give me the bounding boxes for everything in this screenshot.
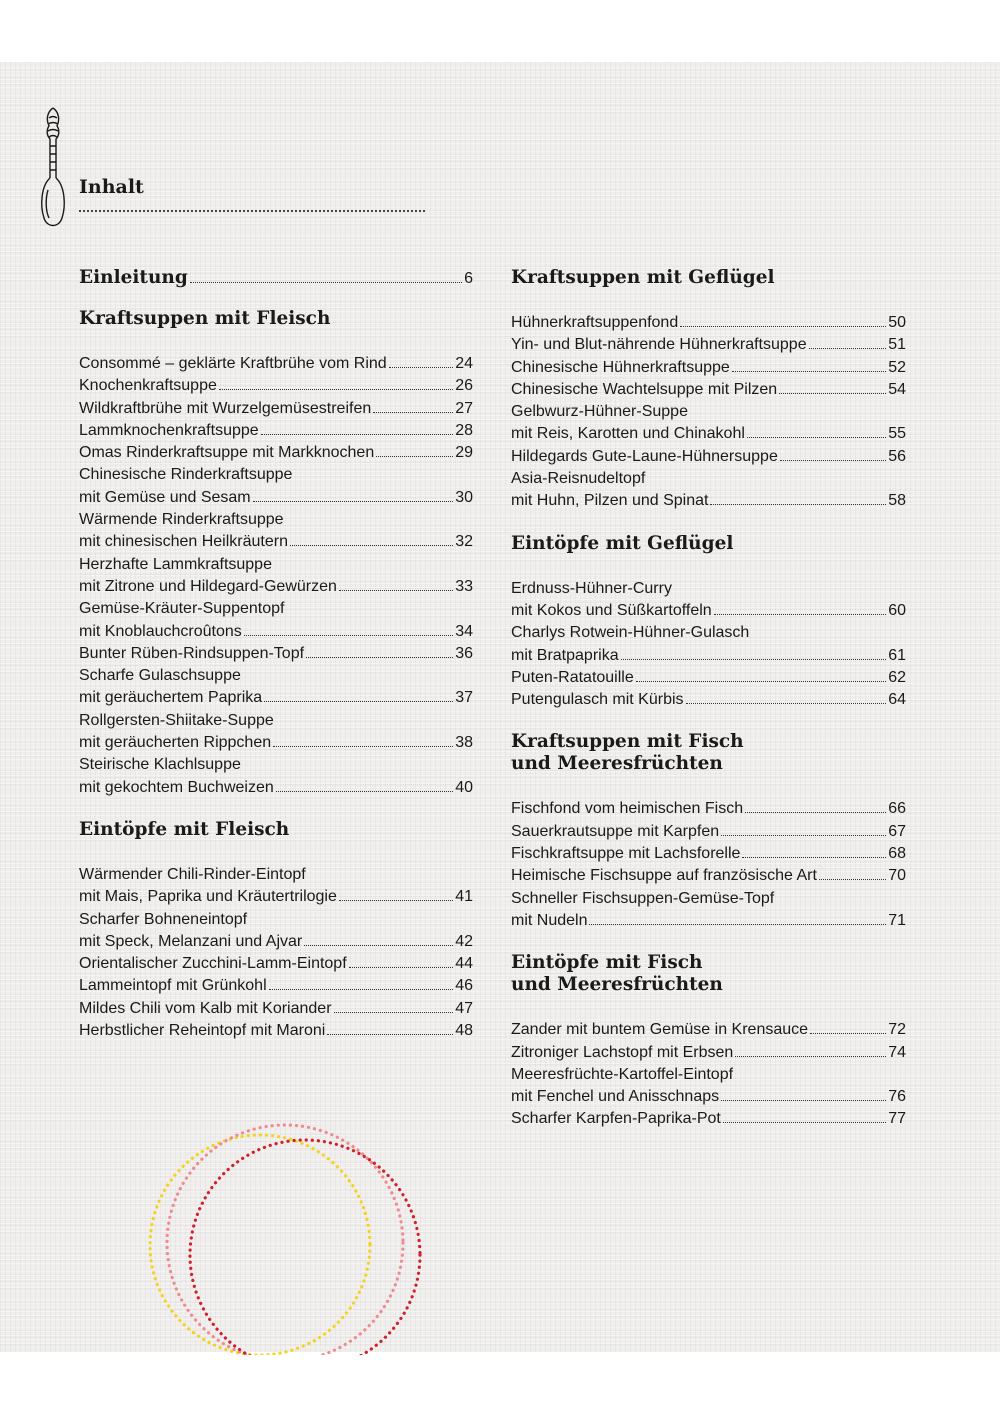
toc-entry[interactable] <box>79 353 473 375</box>
toc-entry-title: Heimische Fischsuppe auf französische Art <box>511 867 817 885</box>
toc-entry-row <box>511 865 906 887</box>
page-number: 66 <box>888 800 906 818</box>
dot-leader <box>389 367 454 368</box>
toc-entry-row <box>79 643 473 665</box>
dot-leader <box>742 857 886 858</box>
toc-entry[interactable] <box>511 798 906 820</box>
toc-entry[interactable] <box>511 667 906 689</box>
toc-entry-title: Fischkraftsuppe mit Lachsforelle <box>511 845 741 863</box>
title-divider <box>79 210 425 212</box>
dot-leader <box>779 393 886 394</box>
page-number: 67 <box>888 822 906 840</box>
toc-entry-title: mit Nudeln <box>511 911 588 929</box>
dot-leader <box>306 657 453 658</box>
toc-entry[interactable] <box>79 710 473 755</box>
spoon-icon <box>36 106 70 236</box>
dot-leader <box>680 326 886 327</box>
toc-entry-title: mit Bratpaprika <box>511 646 619 664</box>
dot-leader <box>721 835 886 836</box>
toc-entry[interactable] <box>511 401 906 446</box>
dot-leader <box>714 614 887 615</box>
toc-entry[interactable] <box>511 468 906 513</box>
toc-entry-title: Zitroniger Lachstopf mit Erbsen <box>511 1043 734 1061</box>
page-number: 33 <box>455 577 473 595</box>
section-heading <box>79 816 473 841</box>
toc-entry-row <box>79 998 473 1020</box>
toc-entry-title: mit Kokos und Süßkartoffeln <box>511 601 712 619</box>
toc-entry-title: mit Knoblauchcroûtons <box>79 622 242 640</box>
dot-leader <box>819 879 886 880</box>
page-number: 77 <box>888 1110 906 1128</box>
toc-entry-title: Lammeintopf mit Grünkohl <box>79 977 267 995</box>
page-number: 40 <box>455 778 473 796</box>
toc-entry[interactable] <box>511 578 906 623</box>
toc-entry-row <box>79 353 473 375</box>
toc-entry[interactable] <box>511 312 906 334</box>
toc-entry[interactable] <box>511 1042 906 1064</box>
toc-entry-row <box>511 798 906 820</box>
page-number: 60 <box>888 601 906 619</box>
toc-entry[interactable] <box>79 665 473 710</box>
toc-entry-row <box>79 576 473 598</box>
dot-leader <box>190 282 462 283</box>
toc-entry-row <box>511 490 906 512</box>
toc-entry-list <box>79 353 473 799</box>
toc-entry-row <box>79 621 473 643</box>
toc-entry-title: Sauerkrautsuppe mit Karpfen <box>511 822 720 840</box>
page-number: 46 <box>455 977 473 995</box>
toc-entry-title: Yin- und Blut-nährende Hühnerkraftsuppe <box>511 336 807 354</box>
dot-leader <box>745 812 886 813</box>
toc-entry-title: Steirische Klachlsuppe <box>79 756 241 774</box>
dot-leader <box>219 389 453 390</box>
page-title: Inhalt <box>79 176 144 198</box>
dot-leader <box>686 703 887 704</box>
section-heading-line: Kraftsuppen mit Fisch <box>511 731 744 753</box>
page-number: 70 <box>888 867 906 885</box>
toc-entry[interactable] <box>511 843 906 865</box>
toc-entry-title: mit gekochtem Buchweizen <box>79 778 274 796</box>
toc-entry-title: Lammknochenkraftsuppe <box>79 421 259 439</box>
toc-entry-title: Orientalischer Zucchini-Lamm-Eintopf <box>79 955 347 973</box>
section-heading-line: Eintöpfe mit Geflügel <box>511 532 734 554</box>
toc-section <box>511 728 906 932</box>
toc-entry-title: Wärmender Chili-Rinder-Eintopf <box>79 865 306 883</box>
section-heading-line: Kraftsuppen mit Fleisch <box>79 308 331 329</box>
toc-entry[interactable] <box>511 622 906 667</box>
toc-entry[interactable] <box>511 357 906 379</box>
toc-entry[interactable] <box>79 509 473 554</box>
toc-entry-title: mit Zitrone und Hildegard-Gewürzen <box>79 577 337 595</box>
dot-leader <box>327 1034 453 1035</box>
toc-entry[interactable] <box>511 1108 906 1130</box>
toc-entry[interactable] <box>79 420 473 442</box>
toc-entry-title: Chinesische Rinderkraftsuppe <box>79 466 293 484</box>
toc-entry-title: Scharfe Gulaschsuppe <box>79 667 241 685</box>
toc-entry[interactable] <box>511 865 906 887</box>
dot-leader <box>244 635 453 636</box>
page-number: 44 <box>455 955 473 973</box>
page-number: 52 <box>888 358 906 376</box>
dot-leader <box>339 900 453 901</box>
section-heading <box>511 264 906 289</box>
page-number: 51 <box>888 336 906 354</box>
toc-entry-title: mit Fenchel und Anisschnaps <box>511 1088 720 1106</box>
section-heading <box>511 949 906 996</box>
page-number: 64 <box>888 691 906 709</box>
toc-entry-title: Mildes Chili vom Kalb mit Koriander <box>79 999 332 1017</box>
toc-entry-title: Herbstlicher Reheintopf mit Maroni <box>79 1022 326 1040</box>
toc-entry-title: Chinesische Wachtelsuppe mit Pilzen <box>511 380 778 398</box>
toc-entry-title: Zander mit buntem Gemüse in Krensauce <box>511 1021 809 1039</box>
toc-entry-title: mit Mais, Paprika und Kräutertrilogie <box>79 888 337 906</box>
page-number: 32 <box>455 533 473 551</box>
toc-entry-title: Fischfond vom heimischen Fisch <box>511 800 744 818</box>
toc-entry-title: Herzhafte Lammkraftsuppe <box>79 555 272 573</box>
dot-leader <box>636 681 886 682</box>
toc-entry-row <box>79 777 473 799</box>
toc-entry-row <box>79 975 473 997</box>
toc-entry-title: mit geräuchertem Paprika <box>79 689 263 707</box>
toc-entry[interactable] <box>511 1064 906 1109</box>
toc-column-right <box>511 264 906 1131</box>
toc-entry-title: mit Gemüse und Sesam <box>79 488 251 506</box>
page-number: 47 <box>455 999 473 1017</box>
dot-leader <box>809 348 887 349</box>
toc-entry-row <box>79 732 473 754</box>
dot-leader <box>304 945 453 946</box>
page-number: 55 <box>888 425 906 443</box>
toc-entry-title: mit Reis, Karotten und Chinakohl <box>511 425 745 443</box>
toc-entry[interactable] <box>79 598 473 643</box>
dot-leader <box>710 504 886 505</box>
toc-entry-title: Hildegards Gute-Laune-Hühnersuppe <box>511 447 778 465</box>
toc-entry-title: mit Speck, Melanzani und Ajvar <box>79 932 303 950</box>
toc-entry-row <box>511 645 906 667</box>
page-number: 62 <box>888 668 906 686</box>
toc-entry[interactable] <box>79 1020 473 1042</box>
toc-entry[interactable] <box>511 334 906 356</box>
toc-entry-title: Omas Rinderkraftsuppe mit Markknochen <box>79 444 375 462</box>
dot-leader <box>810 1033 886 1034</box>
dot-leader <box>376 456 453 457</box>
toc-entry-title: Charlys Rotwein-Hühner-Gulasch <box>511 624 750 642</box>
page-number: 74 <box>888 1043 906 1061</box>
page-number: 76 <box>888 1088 906 1106</box>
toc-entry-row <box>79 442 473 464</box>
toc-entry-row <box>79 398 473 420</box>
page-number: 24 <box>455 355 473 372</box>
page-number: 68 <box>888 845 906 863</box>
toc-entry-title: mit geräucherten Rippchen <box>79 734 272 752</box>
dot-leader <box>747 437 886 438</box>
toc-entry-row <box>511 667 906 689</box>
page-number: 48 <box>455 1022 473 1040</box>
toc-entry-row <box>511 1108 906 1130</box>
toc-entry[interactable] <box>79 909 473 954</box>
toc-entry-list <box>511 1019 906 1130</box>
page-number: 28 <box>455 421 473 439</box>
toc-entry[interactable] <box>511 689 906 711</box>
toc-entry-row <box>511 821 906 843</box>
toc-entry-title: Knochenkraftsuppe <box>79 377 217 395</box>
toc-entry-title: Asia-Reisnudeltopf <box>511 470 646 488</box>
toc-entry-row <box>79 953 473 975</box>
page-number: 34 <box>455 622 473 640</box>
toc-entry-title: Meeresfrüchte-Kartoffel-Eintopf <box>511 1065 734 1083</box>
page-number: 72 <box>888 1021 906 1039</box>
toc-entry[interactable] <box>511 821 906 843</box>
page-number: 6 <box>464 270 473 287</box>
toc-entry[interactable] <box>79 864 473 909</box>
toc-entry-title: Bunter Rüben-Rindsuppen-Topf <box>79 644 305 662</box>
toc-entry-row <box>511 1019 906 1041</box>
toc-entry[interactable] <box>79 643 473 665</box>
page-number: 54 <box>888 380 906 398</box>
toc-entry-title: Rollgersten-Shiitake-Suppe <box>79 711 274 729</box>
dot-leader <box>339 590 453 591</box>
page-number: 37 <box>455 689 473 707</box>
toc-entry-row <box>79 420 473 442</box>
toc-entry-title: Gemüse-Kräuter-Suppentopf <box>79 600 285 618</box>
dot-leader <box>373 412 453 413</box>
dot-leader <box>264 701 453 702</box>
toc-entry-title: Erdnuss-Hühner-Curry <box>511 579 672 597</box>
toc-entry-row <box>511 843 906 865</box>
toc-section <box>511 530 906 712</box>
toc-entry[interactable] <box>79 464 473 509</box>
section-heading-line: und Meeresfrüchten <box>511 974 723 996</box>
toc-entry-row <box>79 1020 473 1042</box>
toc-entry-title: mit Huhn, Pilzen und Spinat <box>511 492 709 510</box>
section-heading-line: Eintöpfe mit Fleisch <box>79 818 290 840</box>
dot-leader <box>261 434 454 435</box>
dot-leader <box>780 460 886 461</box>
toc-entry-introduction[interactable] <box>79 264 473 288</box>
toc-section <box>511 949 906 1130</box>
toc-entry-title: Putengulasch mit Kürbis <box>511 691 684 709</box>
toc-section <box>79 816 473 1042</box>
page-number: 71 <box>888 911 906 929</box>
page-number: 58 <box>888 492 906 510</box>
toc-entry-title: Chinesische Hühnerkraftsuppe <box>511 358 730 376</box>
dot-leader <box>723 1122 886 1123</box>
toc-entry-row <box>511 910 906 932</box>
page-number: 56 <box>888 447 906 465</box>
toc-entry-row <box>511 379 906 401</box>
toc-entry[interactable] <box>511 379 906 401</box>
toc-entry[interactable] <box>511 888 906 933</box>
toc-entry[interactable] <box>79 442 473 464</box>
toc-entry-title: mit chinesischen Heilkräutern <box>79 533 288 551</box>
toc-entry-title: Wildkraftbrühe mit Wurzelgemüsestreifen <box>79 399 372 417</box>
dot-leader <box>349 967 454 968</box>
toc-entry-row <box>511 423 906 445</box>
toc-entry[interactable] <box>79 754 473 799</box>
page-number: 29 <box>455 444 473 462</box>
toc-entry-row <box>79 687 473 709</box>
toc-entry-row <box>79 375 473 397</box>
toc-entry-row <box>511 600 906 622</box>
page-number: 38 <box>455 734 473 752</box>
toc-entry-title: Scharfer Bohneneintopf <box>79 910 248 928</box>
dot-leader <box>290 545 453 546</box>
page-number: 36 <box>455 644 473 662</box>
section-heading <box>511 530 906 555</box>
section-heading-line: und Meeresfrüchten <box>511 753 723 775</box>
toc-entry-list <box>511 578 906 712</box>
section-heading <box>511 728 906 775</box>
page-number: 50 <box>888 314 906 331</box>
toc-entry-row <box>511 357 906 379</box>
toc-section <box>79 305 473 799</box>
dot-leader <box>269 989 454 990</box>
dot-leader <box>732 371 886 372</box>
page-number: 26 <box>455 377 473 395</box>
toc-entry-row <box>511 446 906 468</box>
page-number: 61 <box>888 646 906 664</box>
toc-entry[interactable] <box>511 446 906 468</box>
toc-entry-row <box>79 487 473 509</box>
dot-leader <box>589 924 886 925</box>
toc-entry[interactable] <box>79 398 473 420</box>
toc-entry-row <box>511 334 906 356</box>
toc-entry-row <box>511 312 906 334</box>
dot-leader <box>276 791 453 792</box>
toc-entry-title: Gelbwurz-Hühner-Suppe <box>511 403 688 421</box>
toc-entry-title: Wärmende Rinderkraftsuppe <box>79 511 284 529</box>
toc-entry[interactable] <box>79 375 473 397</box>
toc-entry[interactable] <box>79 975 473 997</box>
dot-leader <box>735 1056 886 1057</box>
toc-entry[interactable] <box>79 554 473 599</box>
page-number: 30 <box>455 488 473 506</box>
dot-leader <box>334 1012 454 1013</box>
intro-title: Einleitung <box>79 267 188 288</box>
toc-entry-title: Scharfer Karpfen-Paprika-Pot <box>511 1110 721 1128</box>
toc-entry-row <box>79 931 473 953</box>
section-heading-line: Kraftsuppen mit Geflügel <box>511 267 775 288</box>
toc-entry-row <box>511 689 906 711</box>
toc-entry-row <box>511 1042 906 1064</box>
dotted-circles-ornament <box>100 1115 440 1355</box>
toc-entry-row <box>511 1086 906 1108</box>
toc-entry[interactable] <box>79 998 473 1020</box>
section-heading <box>79 305 473 330</box>
page-number: 41 <box>455 888 473 906</box>
toc-entry-row <box>79 886 473 908</box>
toc-column-left <box>79 264 473 1042</box>
toc-section <box>511 264 906 513</box>
page-number: 42 <box>455 932 473 950</box>
section-heading-line: Eintöpfe mit Fisch <box>511 952 703 974</box>
dot-leader <box>273 746 453 747</box>
dot-leader <box>721 1100 886 1101</box>
toc-entry-title: Schneller Fischsuppen-Gemüse-Topf <box>511 889 775 907</box>
toc-entry[interactable] <box>79 953 473 975</box>
toc-entry-list <box>511 312 906 513</box>
toc-entry[interactable] <box>511 1019 906 1041</box>
page-number: 27 <box>455 399 473 417</box>
toc-entry-row <box>79 531 473 553</box>
toc-entry-title: Consommé – geklärte Kraftbrühe vom Rind <box>79 355 387 372</box>
dot-leader <box>621 659 887 660</box>
toc-entry-list <box>79 864 473 1042</box>
toc-entry-title: Puten-Ratatouille <box>511 668 634 686</box>
dot-leader <box>253 501 454 502</box>
toc-entry-list <box>511 798 906 932</box>
toc-entry-title: Hühnerkraftsuppenfond <box>511 314 679 331</box>
